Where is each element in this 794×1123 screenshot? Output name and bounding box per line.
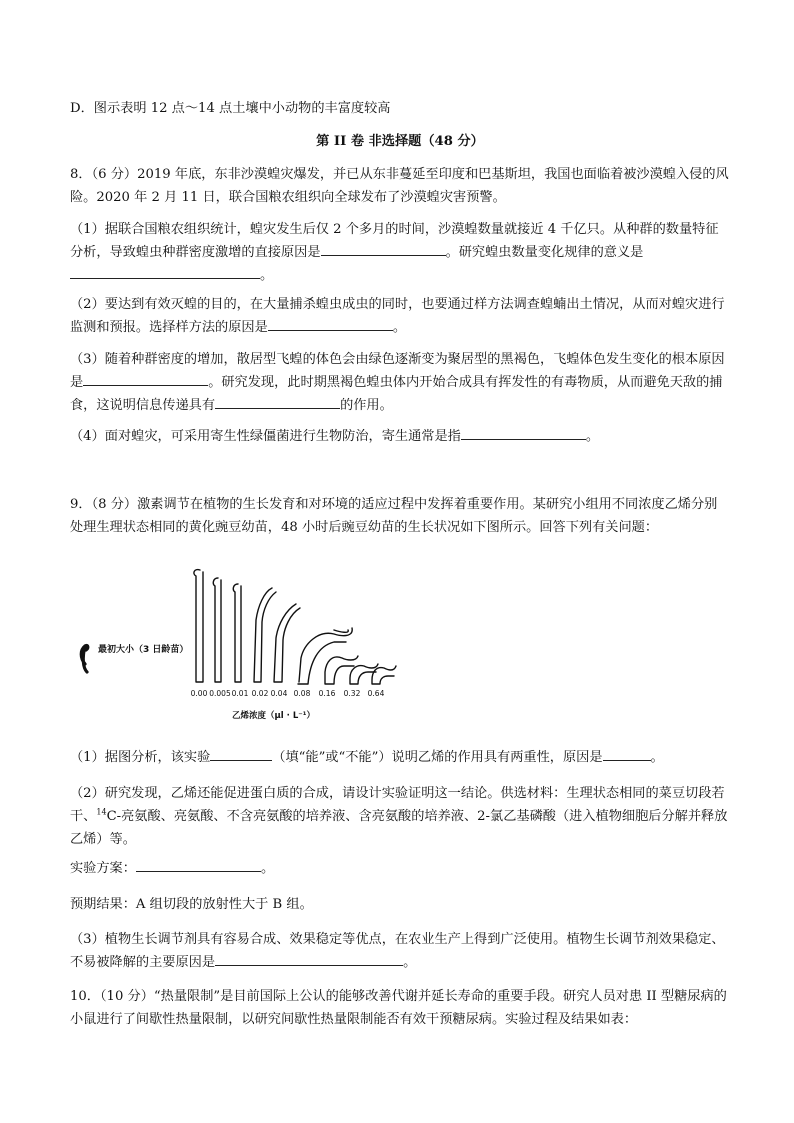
plan-label: 实验方案： xyxy=(70,861,136,876)
q9-plan xyxy=(70,857,730,880)
q8-sub3-text-a: （3）随着种群密度的增加，散居型飞蝗的体色会由绿色逐渐变为聚居型的黑褐色，飞蝗体色发生变化的根本原因是 xyxy=(70,352,725,390)
seedling-0-01 xyxy=(233,584,241,682)
seedling-0-005 xyxy=(213,578,221,682)
q9-expected: 预期结果：A 组切段的放射性大于 B 组。 xyxy=(70,897,313,912)
seedling-0-04 xyxy=(274,604,300,682)
tick-label-4: 0.04 xyxy=(270,689,288,698)
q9-sub1-text-c: 。 xyxy=(650,750,664,765)
tick-label-2: 0.01 xyxy=(231,689,249,698)
answer-blank[interactable] xyxy=(215,951,403,966)
seedling-0-00 xyxy=(194,570,203,682)
q9-sub3 xyxy=(70,928,730,974)
q8-sub2-text-b: 。 xyxy=(392,320,406,335)
option-d: D．图示表明 12 点～14 点土壤中小动物的丰富度较高 xyxy=(70,101,391,116)
tick-label-6: 0.16 xyxy=(318,689,336,698)
q8-sub1-text-c: 。 xyxy=(260,268,274,283)
answer-blank[interactable] xyxy=(268,316,393,331)
q9-sub3-text-a: （3）植物生长调节剂具有容易合成、效果稳定等优点，在农业生产上得到广泛使用。植物生长调节剂效果稳定、不易被降解的主要原因是 xyxy=(70,932,725,970)
tick-label-7: 0.32 xyxy=(343,689,361,698)
q9-sub2-text-a: （2）研究发现，乙烯还能促进蛋白质的合成，请设计实验证明这一结论。供选材料：生理状态相同的菜豆切段若干、 xyxy=(70,786,725,824)
answer-blank[interactable] xyxy=(210,746,272,761)
answer-blank[interactable] xyxy=(461,425,586,440)
q8-sub3-text-c: 的作用。 xyxy=(340,398,393,413)
x-axis-label: 乙烯浓度（μl · L⁻¹） xyxy=(232,711,315,721)
q9-intro: 9．（8 分）激素调节在植物的生长发育和对环境的适应过程中发挥着重要作用。某研究小组用不同浓度乙烯分别处理生理状态相同的黄化豌豆幼苗，48 小时后豌豆幼苗的生长状况如下图所示。回答下列有关问题： xyxy=(70,497,718,535)
q8-sub3 xyxy=(70,348,730,417)
q9-sub3-text-b: 。 xyxy=(403,955,417,970)
answer-blank[interactable] xyxy=(83,371,208,386)
q8-sub2 xyxy=(70,293,730,339)
q9-sub1-text-b: （填“能”或“不能”）说明乙烯的作用具有两重性，原因是 xyxy=(272,750,603,765)
q8-sub1-text-b: 。研究蝗虫数量变化规律的意义是 xyxy=(445,245,644,260)
initial-size-label: 最初大小（3 日龄苗） xyxy=(98,645,189,655)
seedling-0-32 xyxy=(350,664,378,684)
q9-sub1 xyxy=(70,746,730,769)
isotope-superscript: 14 xyxy=(96,807,107,817)
seedling-0-02 xyxy=(254,588,276,682)
initial-seedling-drawing xyxy=(81,645,88,672)
q8-sub4-text-a: （4）面对蝗灾，可采用寄生性绿僵菌进行生物防治，寄生通常是指 xyxy=(70,429,461,444)
seedling-figure xyxy=(72,562,412,722)
q8-sub1 xyxy=(70,218,730,287)
answer-blank[interactable] xyxy=(215,394,340,409)
tick-label-1: 0.005 xyxy=(209,689,231,698)
plan-end: 。 xyxy=(260,861,275,876)
q8-intro: 8．（6 分）2019 年底，东非沙漠蝗灾爆发，并已从东非蔓延至印度和巴基斯坦，我国也面临着被沙漠蝗入侵的风险。2020 年 2 月 11 日，联合国粮农组织向全球发布了沙漠蝗灾害预警。 xyxy=(70,167,729,205)
q8-sub1-text-a: （1）据联合国粮农组织统计，蝗灾发生后仅 2 个多月的时间，沙漠蝗数量就接近 4 千亿只。从种群的数量特征分析，导致蝗虫种群密度激增的直接原因是 xyxy=(70,222,719,260)
q8-sub3-text-b: 。研究发现，此时期黑褐色蝗虫体内开始合成具有挥发性的有毒物质，从而避免天敌的捕食，这说明信息传递具有 xyxy=(70,375,723,413)
q9-sub2-text-b: C-亮氨酸、亮氨酸、不含亮氨酸的培养液、含亮氨酸的培养液、2-氯乙基磷酸（进入植物细胞后分解并释放乙烯）等。 xyxy=(70,809,728,847)
tick-label-8: 0.64 xyxy=(367,689,385,698)
tick-label-3: 0.02 xyxy=(251,689,269,698)
tick-label-0: 0.00 xyxy=(190,689,208,698)
tick-label-5: 0.08 xyxy=(293,689,311,698)
q9-sub1-text-a: （1）据图分析，该实验 xyxy=(70,750,211,765)
q8-sub4-text-b: 。 xyxy=(585,429,600,444)
answer-blank[interactable] xyxy=(603,746,651,761)
answer-blank[interactable] xyxy=(70,264,260,279)
answer-blank[interactable] xyxy=(136,857,261,872)
q10-intro: 10．（10 分）“热量限制”是目前国际上公认的能够改善代谢并延长寿命的重要手段。研究人员对患 II 型糖尿病的小鼠进行了间歇性热量限制，以研究间歇性热量限制能否有效干预糖尿病。实验过程及结果如表： xyxy=(70,989,727,1027)
answer-blank[interactable] xyxy=(321,241,446,256)
seedling-0-64 xyxy=(372,666,396,684)
q9-sub2 xyxy=(70,782,730,851)
q8-sub4 xyxy=(70,425,730,448)
q8-sub2-text-a: （2）要达到有效灭蝗的目的，在大量捕杀蝗虫成虫的同时，也要通过样方法调查蝗蝻出土情况，从而对蝗灾进行监测和预报。选择样方法的原因是 xyxy=(70,297,725,335)
section-title: 第 II 卷 非选择题（48 分） xyxy=(316,134,484,149)
